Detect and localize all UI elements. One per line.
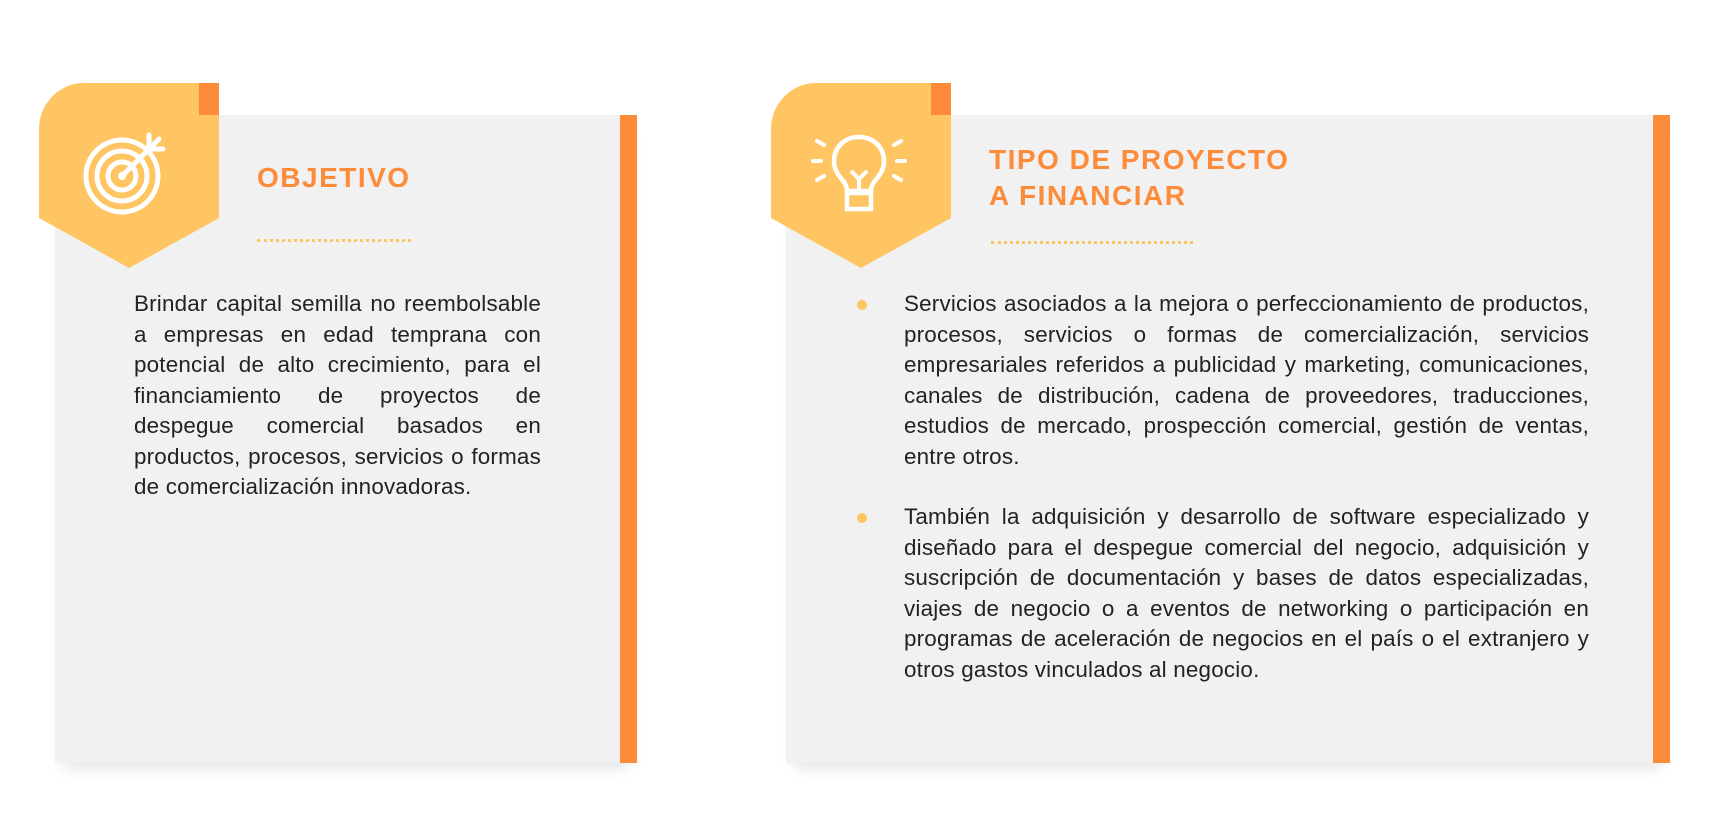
target-icon — [83, 129, 169, 215]
list-item — [855, 502, 1589, 685]
objetivo-title: OBJETIVO — [257, 162, 411, 193]
tipo-proyecto-title — [989, 142, 1289, 214]
list-item-text: También la adquisición y desarrollo de software especializado y diseñado para el despegue comercial del negocio, adquisición y suscripción de documentación y bases de datos especializadas, viajes de negocio o a eventos de networking o participación en programas de aceleración de negocios en el país o el extranjero y otros gastos vinculados al negocio. — [904, 504, 1589, 682]
objetivo-text: Brindar capital semilla no reembolsable a empresas en edad temprana con potencial de alto crecimiento, para el financiamiento de proyectos de despegue comercial basados en productos, procesos, servicios o formas de comercialización innovadoras. — [134, 291, 541, 499]
title-dotted-divider — [257, 239, 411, 242]
bullet-dot — [857, 513, 867, 523]
tipo-proyecto-list — [855, 289, 1589, 715]
lightbulb-icon — [811, 129, 907, 215]
title-dotted-divider — [991, 241, 1193, 244]
bullet-dot — [857, 300, 867, 310]
objetivo-badge — [39, 83, 219, 268]
title-line-2: A FINANCIAR — [989, 180, 1187, 211]
list-item — [855, 289, 1589, 472]
title-line-1: TIPO DE PROYECTO — [989, 144, 1290, 175]
tipo-proyecto-badge — [771, 83, 951, 268]
list-item-text: Servicios asociados a la mejora o perfeccionamiento de productos, procesos, servicios o formas de comercialización, servicios empresariales referidos a publicidad y marketing, comunicaciones, canales de distribución, cadena de proveedores, traducciones, estudios de mercado, prospección comercial, gestión de ventas, entre otros. — [904, 291, 1589, 469]
card-accent-bar — [1653, 115, 1670, 763]
card-accent-bar — [620, 115, 637, 763]
